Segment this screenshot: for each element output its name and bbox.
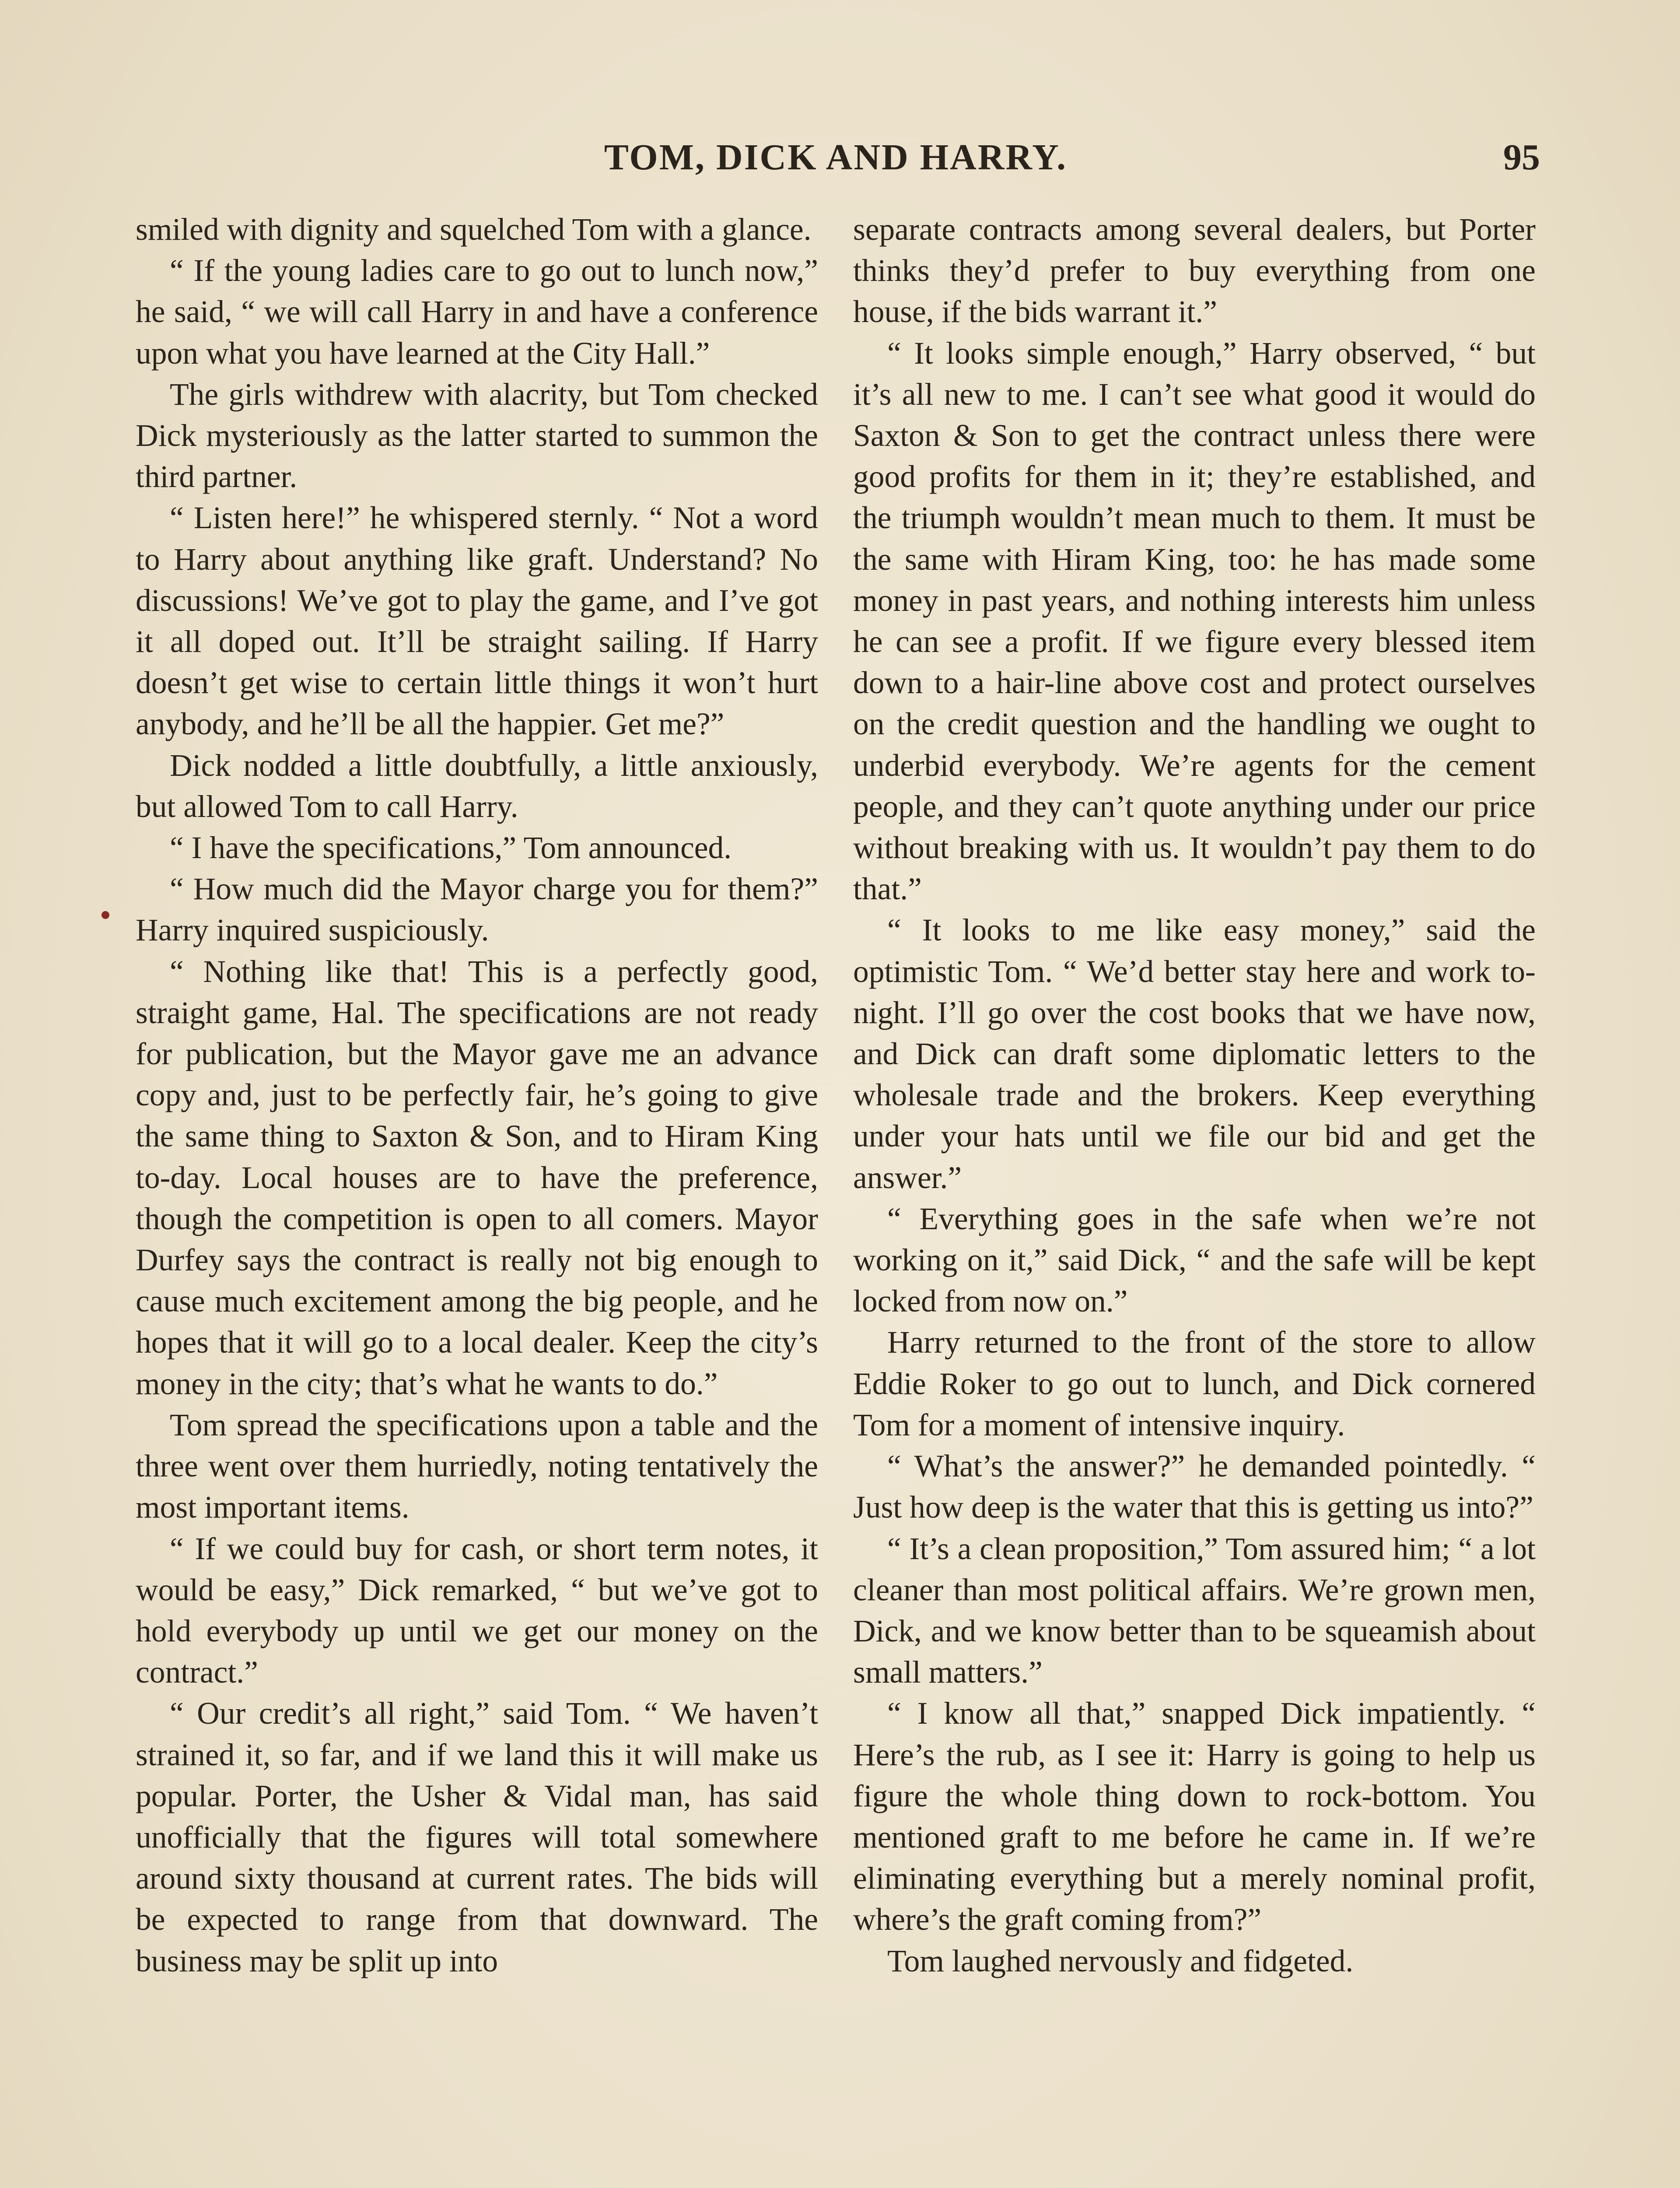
paragraph: smiled with dignity and squelched Tom with a glance. xyxy=(136,212,812,247)
page-header xyxy=(131,131,1540,184)
paragraph: “ How much did the Mayor charge you for them?” Harry inquired suspiciously. xyxy=(136,872,818,948)
paragraph: “ It’s a clean proposition,” Tom assured him; “ a lot cleaner than most political affairs. We’re grown men, Dick, and we know better than to be squeamish about small matters.” xyxy=(853,1531,1536,1690)
paragraph: Harry returned to the front of the store to allow Eddie Roker to go out to lunch, and Dick cornered Tom for a moment of intensive inquiry. xyxy=(853,1325,1536,1442)
paragraph: “ It looks to me like easy money,” said the optimistic Tom. “ We’d better stay here and work to-night. I’ll go over the cost books that we have now, and Dick can draft some diplomatic letters to the wholesale trade and the brokers. Keep everything under your hats until we file our bid and get the answer.” xyxy=(853,913,1536,1195)
left-column xyxy=(136,209,818,1982)
paragraph: Tom spread the specifications upon a table and the three went over them hurriedly, noting tentatively the most important items. xyxy=(136,1407,818,1525)
paragraph: “ Nothing like that! This is a perfectly good, straight game, Hal. The specifications are not ready for publication, but the Mayor gave me an advance copy and, just to be perfectly fair, he’s going to give the same thing to Saxton & Son, and to Hiram King to-day. Local houses are to have the preference, though the competition is open to all comers. Mayor Durfey says the contract is really not big enough to cause much excitement among the big people, and he hopes that it will go to a local dealer. Keep the city’s money in the city; that’s what he wants to do.” xyxy=(136,954,818,1401)
paragraph: “ Listen here!” he whispered sternly. “ Not a word to Harry about anything like graft. Understand? No discussions! We’ve got to play the game, and I’ve got it all doped out. It’ll be straight sailing. If Harry doesn’t get wise to certain little things it won’t hurt anybody, and he’ll be all the happier. Get me?” xyxy=(136,501,818,742)
paragraph: “ If the young ladies care to go out to lunch now,” he said, “ we will call Harry in and have a conference upon what you have learned at the City Hall.” xyxy=(136,253,818,371)
ink-spot xyxy=(102,911,109,919)
paragraph: The girls withdrew with alacrity, but Tom checked Dick mysteriously as the latter started to summon the third partner. xyxy=(136,377,818,494)
paragraph: “ Everything goes in the safe when we’re not working on it,” said Dick, “ and the safe will be kept locked from now on.” xyxy=(853,1201,1536,1319)
paragraph: “ If we could buy for cash, or short term notes, it would be easy,” Dick remarked, “ but we’ve got to hold everybody up until we get our money on the contract.” xyxy=(136,1531,818,1690)
paragraph: Tom laughed nervously and fidgeted. xyxy=(887,1943,1354,1978)
paragraph: “ I know all that,” snapped Dick impatiently. “ Here’s the rub, as I see it: Harry is going to help us figure the whole thing down to rock-bottom. You mentioned graft to me before he came in. If we’re eliminating everything but a merely nominal profit, where’s the graft coming from?” xyxy=(853,1696,1536,1937)
right-column xyxy=(853,209,1536,1982)
paragraph: separate contracts among several dealers, but Porter thinks they’d prefer to buy everything from one house, if the bids warrant it.” xyxy=(853,212,1536,330)
paragraph: “ I have the specifications,” Tom announced. xyxy=(170,831,732,866)
paragraph: “ What’s the answer?” he demanded pointedly. “ Just how deep is the water that this is getting us into?” xyxy=(853,1449,1536,1525)
paragraph: Dick nodded a little doubtfully, a little anxiously, but allowed Tom to call Harry. xyxy=(136,748,818,824)
page-number: 95 xyxy=(1503,137,1540,178)
paragraph: “ Our credit’s all right,” said Tom. “ We haven’t strained it, so far, and if we land this it will make us popular. Porter, the Usher & Vidal man, has said unofficially that the figures will total somewhere around sixty thousand at current rates. The bids will be expected to range from that downward. The business may be split up into xyxy=(136,1696,818,1978)
running-title: TOM, DICK AND HARRY. xyxy=(604,137,1068,178)
paragraph: “ It looks simple enough,” Harry observed, “ but it’s all new to me. I can’t see what good it would do Saxton & Son to get the contract unless there were good profits for them in it; they’re established, and the triumph wouldn’t mean much to them. It must be the same with Hiram King, too: he has made some money in past years, and nothing interests him unless he can see a profit. If we figure every blessed item down to a hair-line above cost and protect ourselves on the credit question and the handling we ought to underbid everybody. We’re agents for the cement people, and they can’t quote anything under our price without breaking with us. It wouldn’t pay them to do that.” xyxy=(853,336,1536,907)
